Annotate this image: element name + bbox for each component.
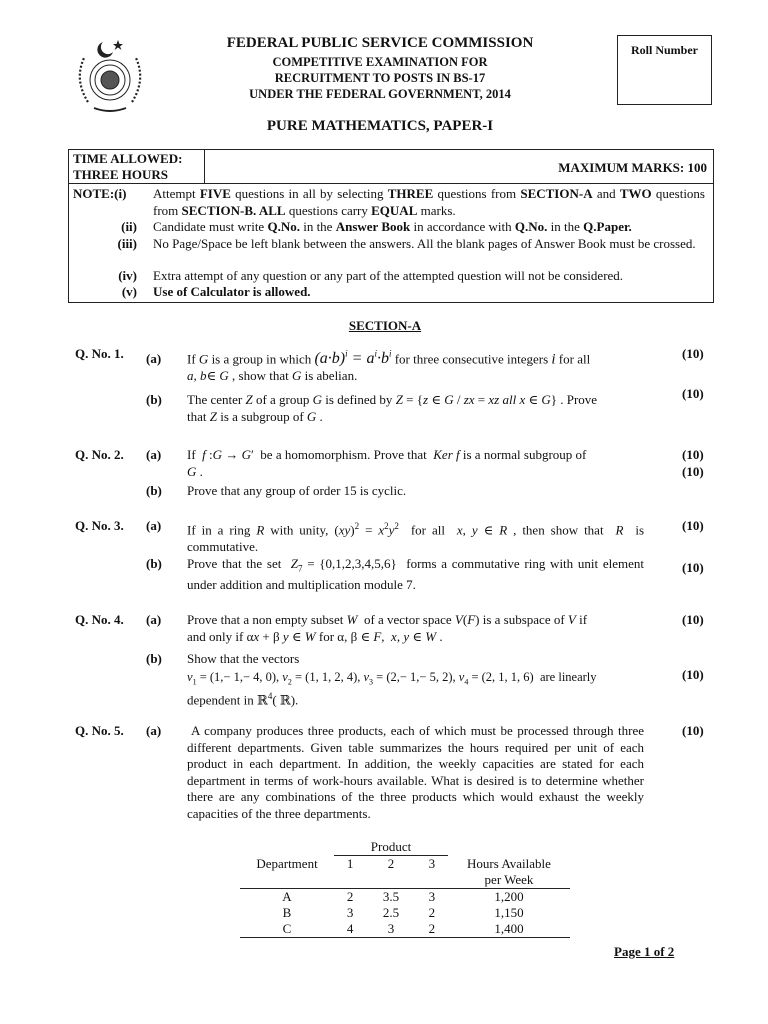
col-header: 1	[346, 856, 354, 871]
note-number: NOTE:(i)	[73, 186, 127, 201]
q4b-line1: Show that the vectors	[187, 651, 300, 666]
roll-number-box[interactable]	[617, 35, 712, 105]
marks: (10)	[682, 723, 704, 738]
table-cell: C	[282, 921, 292, 936]
q4a-text: Prove that a non empty subset W of a vector space V(F) is a subspace of V if and only if αx + β y ∈ W for α, β ∈ F, x, y ∈ W .	[187, 612, 588, 644]
table-cell: 3.5	[382, 889, 400, 904]
part-label: (b)	[146, 651, 162, 666]
marks: (10)	[682, 560, 704, 575]
q1b-text: The center Z of a group G is defined by Z = {z ∈ G / zx = xz all x ∈ G} . Prove that Z is a subgroup of G .	[187, 392, 598, 424]
exam-line-2: RECRUITMENT TO POSTS IN BS-17	[274, 71, 486, 85]
table-cell: 3	[428, 889, 436, 904]
table-cell: 2	[428, 905, 436, 920]
q1a-text: If G is a group in which $(a\cdot b)^i = a^i\cdot b^i$ for three consecutive integers i for all a, b∈ G , show that G is abelian.	[187, 349, 591, 383]
q5a-text: A company produces three products, each of which must be processed through three different departments. Given table summarizes the hours required per unit of each product in each department. In addition, the weekly capacities are stated for each department in terms of work-hours available. What is desired is to determine whether there are any combinations of the three products which would exhaust the weekly capacities of the three departments.	[187, 723, 644, 821]
table-cell: 2	[346, 889, 354, 904]
hours-header: Hours Available	[467, 855, 551, 871]
table-cell: B	[282, 905, 292, 920]
fpsc-emblem	[70, 32, 150, 116]
part-label: (a)	[146, 351, 162, 366]
marks: (10)	[682, 518, 704, 533]
note-number: (ii)	[121, 219, 137, 234]
q2a-text: If f :G → G′ be a homomorphism. Prove that Ker f is a normal subgroup of G .	[187, 447, 587, 479]
question-label: Q. No. 3.	[75, 518, 124, 533]
table-cell: 2	[428, 921, 436, 936]
part-label: (a)	[146, 447, 162, 462]
product-header: Product	[334, 839, 448, 856]
q2b-text: Prove that any group of order 15 is cyclic.	[187, 483, 407, 498]
table-cell: 1,150	[494, 905, 524, 920]
question-label: Q. No. 5.	[75, 723, 124, 738]
table-cell: A	[282, 889, 292, 904]
table-cell: 1,400	[494, 921, 524, 936]
org-name: FEDERAL PUBLIC SERVICE COMMISSION	[226, 35, 534, 51]
section-title: SECTION-A	[348, 318, 422, 333]
note-text: Candidate must write Q.No. in the Answer Book in accordance with Q.No. in the Q.Paper.	[153, 219, 632, 234]
page-number: Page 1 of 2	[614, 944, 675, 959]
question-label: Q. No. 1.	[75, 346, 124, 361]
note-text: Attempt FIVE questions in all by selecting THREE questions from SECTION-A and TWO questions from SECTION-B. ALL questions carry EQUAL marks.	[153, 186, 705, 218]
table-cell: 3	[346, 905, 354, 920]
hours-header-2: per Week	[484, 872, 534, 887]
max-marks: MAXIMUM MARKS: 100	[558, 160, 707, 175]
table-cell: 4	[346, 921, 354, 936]
q3a-text: If in a ring R with unity, $(xy)^2 = x^2y^2$ for all x, y ∈ R , then show that R is commutative.	[187, 521, 645, 554]
note-text: No Page/Space be left blank between the answers. All the blank pages of Answer Book must be crossed.	[153, 236, 696, 251]
note-number: (iii)	[117, 236, 137, 251]
q3b-text: Prove that the set $Z_7 = \{0,1,2,3,4,5,6\}$ forms a commutative ring with unit element under addition and multiplication module 7.	[187, 556, 644, 593]
note-number: (iv)	[118, 268, 137, 283]
part-label: (b)	[146, 392, 162, 407]
question-label: Q. No. 2.	[75, 447, 124, 462]
exam-line-3: UNDER THE FEDERAL GOVERNMENT, 2014	[249, 87, 511, 101]
part-label: (a)	[146, 723, 162, 738]
part-label: (b)	[146, 483, 162, 498]
time-allowed: TIME ALLOWED:	[73, 151, 183, 166]
department-header: Department	[256, 855, 318, 871]
col-header: 2	[387, 856, 395, 871]
q4b-vectors: $v_1 = (1,- 1,- 4$, 0), $v_2 = (1$, 1, 2, 4), $v_3 = (2,- 1,- 5$, 2), $v_4 = (2$, 1, 1, 6) are linearly	[187, 670, 597, 687]
part-label: (a)	[146, 518, 162, 533]
note-number: (v)	[121, 284, 137, 299]
col-header: 3	[428, 856, 436, 871]
marks: (10)	[682, 464, 704, 479]
marks: (10)	[682, 447, 704, 462]
marks: (10)	[682, 346, 704, 361]
marks: (10)	[682, 667, 704, 682]
three-hours: THREE HOURS	[73, 167, 168, 182]
info-box	[68, 149, 714, 303]
exam-line-1: COMPETITIVE EXAMINATION FOR	[272, 55, 488, 69]
part-label: (b)	[146, 556, 162, 571]
note-text: Extra attempt of any question or any part of the attempted question will not be considered.	[153, 268, 624, 283]
part-label: (a)	[146, 612, 162, 627]
q4b-line3: dependent in ℝ$^4$( ℝ).	[187, 691, 299, 708]
roll-number-label: Roll Number	[631, 43, 698, 57]
table-cell: 2.5	[382, 905, 400, 920]
product-table	[240, 839, 570, 938]
paper-title: PURE MATHEMATICS, PAPER-I	[266, 118, 494, 134]
marks: (10)	[682, 386, 704, 401]
note-text: Use of Calculator is allowed.	[153, 284, 311, 299]
question-label: Q. No. 4.	[75, 612, 124, 627]
table-cell: 1,200	[494, 889, 524, 904]
marks: (10)	[682, 612, 704, 627]
table-cell: 3	[387, 921, 395, 936]
